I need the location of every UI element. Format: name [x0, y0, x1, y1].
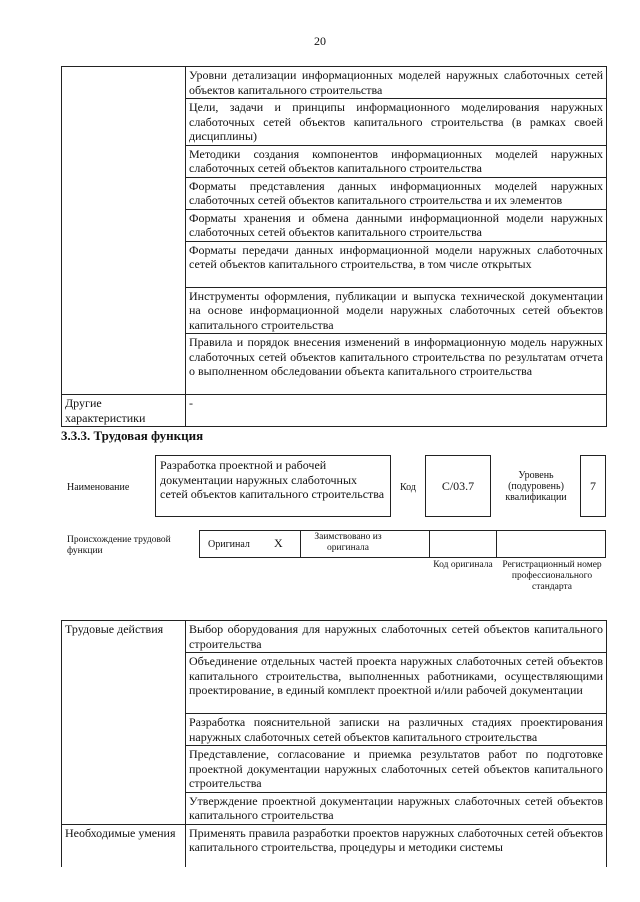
list-item: Представление, согласование и приемка результатов работ по подготовке проектной документации наружных слаботочных сетей объектов капитального строительства: [186, 746, 607, 793]
code-label: Код: [400, 482, 416, 493]
page-number: 20: [314, 34, 326, 48]
list-item: Выбор оборудования для наружных слаботочных сетей объектов капитального строительства: [186, 621, 607, 653]
divider: [300, 530, 301, 558]
code-box: C/03.7: [425, 455, 491, 517]
table-row: [62, 395, 607, 427]
category-cell: [62, 67, 186, 395]
list-item: Уровни детализации информационных моделей наружных слаботочных сетей объектов капитального строительства: [186, 67, 607, 99]
other-characteristics-label: Другие характеристики: [62, 395, 186, 427]
name-label: Наименование: [67, 482, 130, 493]
list-item: Методики создания компонентов информационных моделей наружных слаботочных сетей объектов капитального строительства: [186, 145, 607, 177]
level-label: Уровень (подуровень) квалификации: [505, 470, 567, 503]
list-item: Разработка пояснительной записки на различных стадиях проектирования наружных слаботочных сетей объектов капитального строительства: [186, 714, 607, 746]
skills-label: Необходимые умения: [62, 824, 186, 867]
list-item: Инструменты оформления, публикации и выпуска технической документации на основе информационной модели наружных слаботочных сетей объектов капитального строительства: [186, 287, 607, 334]
original-mark: X: [274, 536, 283, 550]
labor-actions-table: [61, 620, 607, 867]
list-item: Применять правила разработки проектов наружных слаботочных сетей объектов капитального строительства, процедуры и методики системы: [186, 824, 607, 867]
labor-actions-label: Трудовые действия: [62, 621, 186, 825]
other-characteristics-value: -: [186, 395, 607, 427]
original-label: Оригинал: [208, 539, 250, 550]
origin-box: [199, 530, 606, 558]
list-item: Форматы передачи данных информационной модели наружных слаботочных сетей объектов капитального строительства, в том числе открытых: [186, 241, 607, 287]
level-box: 7: [580, 455, 606, 517]
table-row: [62, 621, 607, 653]
list-item: Форматы представления данных информационных моделей наружных слаботочных сетей объектов капитального строительства и их элементов: [186, 177, 607, 209]
function-name-box: Разработка проектной и рабочей документации наружных слаботочных сетей объектов капитального строительства: [155, 455, 391, 517]
registration-caption: Регистрационный номер профессионального стандарта: [502, 560, 602, 592]
divider: [496, 530, 497, 558]
list-item: Форматы хранения и обмена данными информационной модели наружных слаботочных сетей объектов капитального строительства: [186, 209, 607, 241]
origin-label: Происхождение трудовой функции: [67, 535, 171, 556]
section-title: 3.3.3. Трудовая функция: [61, 428, 204, 443]
knowledge-table: [61, 66, 607, 427]
table-row: [62, 67, 607, 99]
borrowed-label: Заимствовано из оригинала: [314, 532, 382, 553]
code-caption: Код оригинала: [433, 560, 493, 570]
table-row: [62, 824, 607, 867]
list-item: Правила и порядок внесения изменений в информационную модель наружных слаботочных сетей объектов капитального строительства по результатам отчета о выполненном обследовании объекта капитального строительства: [186, 334, 607, 395]
list-item: Объединение отдельных частей проекта наружных слаботочных сетей объектов капитального строительства, выполненных работниками, осуществляющими проектирование, в единый комплект проектной и/или рабочей документации: [186, 653, 607, 714]
list-item: Утверждение проектной документации наружных слаботочных сетей объектов капитального строительства: [186, 792, 607, 824]
divider: [429, 530, 430, 558]
list-item: Цели, задачи и принципы информационного моделирования наружных слаботочных сетей объектов капитального строительства (в рамках своей дисциплины): [186, 99, 607, 146]
